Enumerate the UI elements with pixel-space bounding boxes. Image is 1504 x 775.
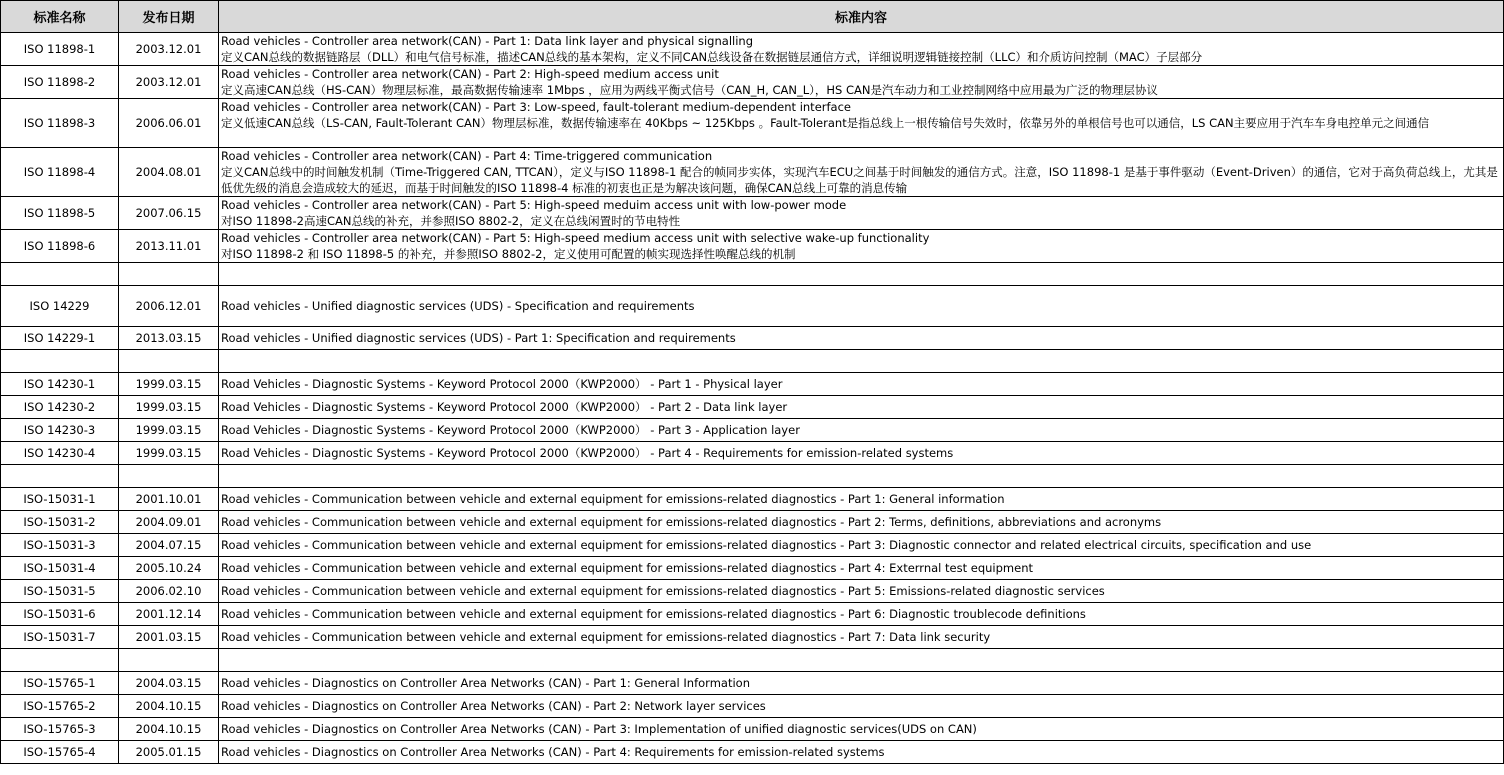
table-row [1, 695, 1504, 718]
standard-name-cell[interactable]: ISO 14230-4 [1, 442, 119, 465]
standard-content-cell[interactable] [219, 350, 1504, 373]
table-row [1, 148, 1504, 197]
table-row [1, 511, 1504, 534]
release-date-cell[interactable]: 2004.03.15 [119, 672, 219, 695]
content-description: 对ISO 11898-2高速CAN总线的补充，并参照ISO 8802-2，定义在总线闲置时的节电特性 [221, 214, 681, 228]
release-date-cell[interactable]: 2007.06.15 [119, 197, 219, 230]
standard-name-cell[interactable]: ISO-15031-3 [1, 534, 119, 557]
table-row [1, 580, 1504, 603]
blank-row [1, 350, 1504, 373]
content-title: Road vehicles - Controller area network(CAN) - Part 5: High-speed meduim access unit with low-power mode [221, 198, 847, 212]
standard-content-cell[interactable]: Road Vehicles - Diagnostic Systems - Keyword Protocol 2000（KWP2000） - Part 3 - Application layer [219, 419, 1504, 442]
standard-name-cell[interactable]: ISO 14230-2 [1, 396, 119, 419]
standard-name-cell[interactable] [1, 263, 119, 286]
standard-name-cell[interactable]: ISO-15765-1 [1, 672, 119, 695]
standard-name-cell[interactable]: ISO 14229-1 [1, 327, 119, 350]
release-date-cell[interactable]: 1999.03.15 [119, 442, 219, 465]
table-row [1, 557, 1504, 580]
standard-content-cell[interactable]: Road vehicles - Communication between vehicle and external equipment for emissions-related diagnostics - Part 5: Emissions-related diagnostic services [219, 580, 1504, 603]
release-date-cell[interactable]: 2004.10.15 [119, 695, 219, 718]
standard-content-cell[interactable] [219, 649, 1504, 672]
standard-name-cell[interactable]: ISO 11898-3 [1, 99, 119, 148]
blank-row [1, 263, 1504, 286]
content-description: 定义高速CAN总线（HS-CAN）物理层标准，最高数据传输速率 1Mbps ，应用为两线平衡式信号（CAN_H, CAN_L），HS CAN是汽车动力和工业控制网络中应用最为广泛的物理层协议 [221, 83, 1158, 97]
header-date[interactable]: 发布日期 [119, 1, 219, 33]
standard-content-cell[interactable]: Road vehicles - Communication between vehicle and external equipment for emissions-related diagnostics - Part 2: Terms, definitions, abbreviations and acronyms [219, 511, 1504, 534]
standard-name-cell[interactable]: ISO 11898-6 [1, 230, 119, 263]
release-date-cell[interactable]: 2003.12.01 [119, 33, 219, 66]
release-date-cell[interactable]: 2013.03.15 [119, 327, 219, 350]
table-row [1, 396, 1504, 419]
standard-name-cell[interactable]: ISO-15765-2 [1, 695, 119, 718]
content-title: Road vehicles - Controller area network(CAN) - Part 5: High-speed medium access unit with selective wake-up functionality [221, 231, 930, 245]
table-row [1, 286, 1504, 327]
standard-name-cell[interactable]: ISO 14229 [1, 286, 119, 327]
release-date-cell[interactable]: 2005.01.15 [119, 741, 219, 764]
content-description: 定义低速CAN总线（LS-CAN, Fault-Tolerant CAN）物理层标准，数据传输速率在 40Kbps ~ 125Kbps 。Fault-Tolerant是指总线上一根传输信号失效时，依靠另外的单根信号也可以通信，LS CAN主要应用于汽车车身电控单元之间通信 [221, 116, 1430, 130]
release-date-cell[interactable] [119, 465, 219, 488]
standard-name-cell[interactable]: ISO 11898-5 [1, 197, 119, 230]
standard-content-cell[interactable] [219, 99, 1504, 148]
standard-name-cell[interactable]: ISO-15031-7 [1, 626, 119, 649]
content-description: 对ISO 11898-2 和 ISO 11898-5 的补充，并参照ISO 8802-2，定义使用可配置的帧实现选择性唤醒总线的机制 [221, 247, 796, 261]
content-title: Road vehicles - Controller area network(CAN) - Part 1: Data link layer and physical signalling [221, 34, 753, 48]
table-row [1, 419, 1504, 442]
table-row [1, 488, 1504, 511]
table-row [1, 534, 1504, 557]
table-row [1, 33, 1504, 66]
standard-content-cell[interactable]: Road vehicles - Diagnostics on Controller Area Networks (CAN) - Part 2: Network layer services [219, 695, 1504, 718]
standard-content-cell[interactable]: Road Vehicles - Diagnostic Systems - Keyword Protocol 2000（KWP2000） - Part 4 - Requirements for emission-related systems [219, 442, 1504, 465]
standard-name-cell[interactable]: ISO-15031-1 [1, 488, 119, 511]
standard-name-cell[interactable]: ISO 11898-1 [1, 33, 119, 66]
standard-content-cell[interactable] [219, 33, 1504, 66]
standard-name-cell[interactable]: ISO-15031-5 [1, 580, 119, 603]
header-content[interactable]: 标准内容 [219, 1, 1504, 33]
standard-name-cell[interactable]: ISO-15031-2 [1, 511, 119, 534]
standard-content-cell[interactable]: Road Vehicles - Diagnostic Systems - Keyword Protocol 2000（KWP2000） - Part 1 - Physical layer [219, 373, 1504, 396]
table-row [1, 230, 1504, 263]
content-title: Road vehicles - Controller area network(CAN) - Part 3: Low-speed, fault-tolerant medium-dependent interface [221, 100, 851, 114]
release-date-cell[interactable]: 2004.09.01 [119, 511, 219, 534]
standard-name-cell[interactable]: ISO-15765-4 [1, 741, 119, 764]
header-name[interactable]: 标准名称 [1, 1, 119, 33]
table-row [1, 626, 1504, 649]
table-row [1, 66, 1504, 99]
standard-name-cell[interactable]: ISO-15031-6 [1, 603, 119, 626]
standard-content-cell[interactable]: Road vehicles - Communication between vehicle and external equipment for emissions-related diagnostics - Part 4: Exterrnal test equipment [219, 557, 1504, 580]
blank-row [1, 649, 1504, 672]
standard-content-cell[interactable]: Road vehicles - Diagnostics on Controller Area Networks (CAN) - Part 3: Implementation of unified diagnostic services(UDS on CAN) [219, 718, 1504, 741]
standard-content-cell[interactable]: Road vehicles - Unified diagnostic services (UDS) - Specification and requirements [219, 286, 1504, 327]
table-row [1, 327, 1504, 350]
standard-content-cell[interactable]: Road vehicles - Communication between vehicle and external equipment for emissions-related diagnostics - Part 3: Diagnostic connector and related electrical circuits, specification and use [219, 534, 1504, 557]
release-date-cell[interactable] [119, 350, 219, 373]
release-date-cell[interactable]: 2004.08.01 [119, 148, 219, 197]
release-date-cell[interactable]: 1999.03.15 [119, 396, 219, 419]
content-title: Road vehicles - Controller area network(CAN) - Part 4: Time-triggered communication [221, 149, 713, 163]
standard-content-cell[interactable]: Road vehicles - Unified diagnostic services (UDS) - Part 1: Specification and requirements [219, 327, 1504, 350]
release-date-cell[interactable]: 2001.12.14 [119, 603, 219, 626]
standard-name-cell[interactable] [1, 649, 119, 672]
table-row [1, 603, 1504, 626]
table-row [1, 672, 1504, 695]
standard-name-cell[interactable]: ISO-15765-3 [1, 718, 119, 741]
release-date-cell[interactable]: 2005.10.24 [119, 557, 219, 580]
standard-content-cell[interactable]: Road vehicles - Communication between vehicle and external equipment for emissions-related diagnostics - Part 7: Data link security [219, 626, 1504, 649]
standard-content-cell[interactable]: Road vehicles - Diagnostics on Controller Area Networks (CAN) - Part 1: General Information [219, 672, 1504, 695]
release-date-cell[interactable]: 2006.02.10 [119, 580, 219, 603]
release-date-cell[interactable]: 2013.11.01 [119, 230, 219, 263]
release-date-cell[interactable] [119, 263, 219, 286]
content-title: Road vehicles - Controller area network(CAN) - Part 2: High-speed medium access unit [221, 67, 719, 81]
content-description: 定义CAN总线的数据链路层（DLL）和电气信号标准，描述CAN总线的基本架构，定义不同CAN总线设备在数据链层通信方式，详细说明逻辑链接控制（LLC）和介质访问控制（MAC）子层部分 [221, 50, 1203, 64]
content-description: 定义CAN总线中的时间触发机制（Time-Triggered CAN, TTCAN），定义与ISO 11898-1 配合的帧同步实体，实现汽车ECU之间基于时间触发的通信方式。注意，ISO 11898-1 是基于事件驱动（Event-Driven）的通信，它对于高负荷总线上，尤其是低优先级的消息会造成较大的延迟，而基于时间触发的ISO 11898-4 标准的初衷也正是为解决该问题，确保CAN总线上可靠的消息传输 [221, 165, 1498, 195]
standard-content-cell[interactable] [219, 148, 1504, 197]
standard-name-cell[interactable]: ISO 11898-2 [1, 66, 119, 99]
standard-content-cell[interactable] [219, 66, 1504, 99]
release-date-cell[interactable] [119, 649, 219, 672]
standard-name-cell[interactable]: ISO 11898-4 [1, 148, 119, 197]
release-date-cell[interactable]: 2001.03.15 [119, 626, 219, 649]
standard-name-cell[interactable]: ISO 14230-3 [1, 419, 119, 442]
release-date-cell[interactable]: 2004.10.15 [119, 718, 219, 741]
table-row [1, 741, 1504, 764]
header-row [1, 1, 1504, 33]
standard-content-cell[interactable] [219, 197, 1504, 230]
standard-content-cell[interactable]: Road vehicles - Diagnostics on Controller Area Networks (CAN) - Part 4: Requirements for emission-related systems [219, 741, 1504, 764]
release-date-cell[interactable]: 1999.03.15 [119, 373, 219, 396]
table-row [1, 373, 1504, 396]
standard-content-cell[interactable]: Road vehicles - Communication between vehicle and external equipment for emissions-related diagnostics - Part 1: General information [219, 488, 1504, 511]
standard-content-cell[interactable] [219, 263, 1504, 286]
standard-content-cell[interactable]: Road vehicles - Communication between vehicle and external equipment for emissions-related diagnostics - Part 6: Diagnostic troublecode definitions [219, 603, 1504, 626]
table-row [1, 718, 1504, 741]
release-date-cell[interactable]: 2006.06.01 [119, 99, 219, 148]
standard-content-cell[interactable]: Road Vehicles - Diagnostic Systems - Keyword Protocol 2000（KWP2000） - Part 2 - Data link layer [219, 396, 1504, 419]
release-date-cell[interactable]: 2001.10.01 [119, 488, 219, 511]
release-date-cell[interactable]: 2003.12.01 [119, 66, 219, 99]
release-date-cell[interactable]: 1999.03.15 [119, 419, 219, 442]
standard-name-cell[interactable]: ISO-15031-4 [1, 557, 119, 580]
standard-name-cell[interactable]: ISO 14230-1 [1, 373, 119, 396]
release-date-cell[interactable]: 2004.07.15 [119, 534, 219, 557]
release-date-cell[interactable]: 2006.12.01 [119, 286, 219, 327]
standard-content-cell[interactable] [219, 465, 1504, 488]
table-row [1, 197, 1504, 230]
table-row [1, 442, 1504, 465]
standard-content-cell[interactable] [219, 230, 1504, 263]
blank-row [1, 465, 1504, 488]
table-row [1, 99, 1504, 148]
standard-name-cell[interactable] [1, 465, 119, 488]
standard-name-cell[interactable] [1, 350, 119, 373]
